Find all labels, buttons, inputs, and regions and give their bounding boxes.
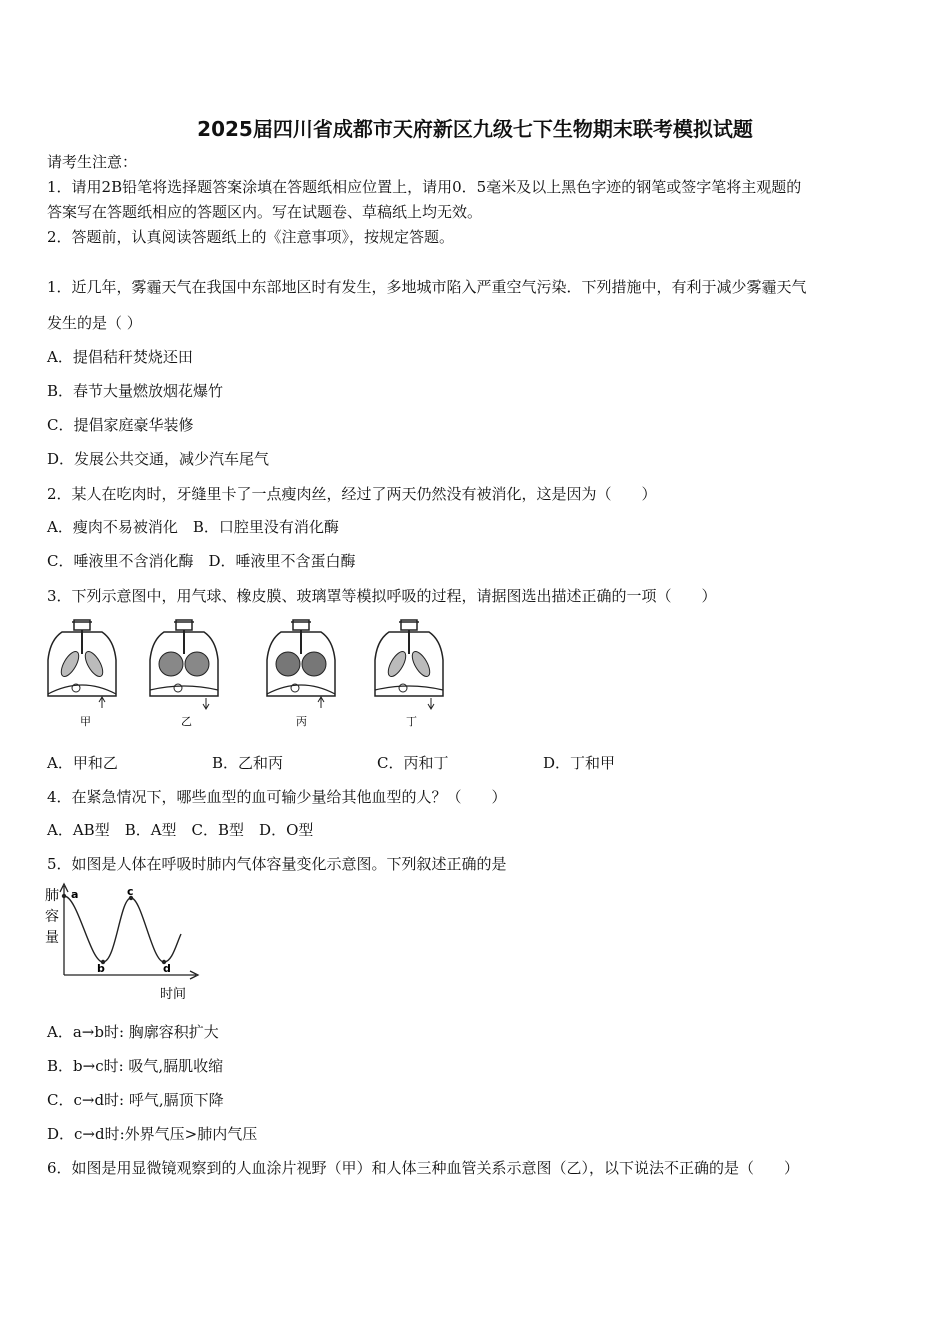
ylabel-3: 量: [45, 930, 59, 946]
jar-label-bing: 丙: [296, 715, 307, 728]
q4-stem: 4．在紧急情况下，哪些血型的血可输少量给其他血型的人？（ ）: [47, 788, 507, 806]
point-c: c: [127, 885, 134, 898]
point-d: d: [163, 962, 171, 975]
q3-option-d: D．丁和甲: [543, 754, 616, 772]
jar-label-yi: 乙: [181, 715, 192, 728]
point-b: b: [97, 962, 105, 975]
q5-option-c: C．c→d时: 呼气,膈顶下降: [47, 1091, 224, 1109]
notice-item-1a: 1．请用2B铅笔将选择题答案涂填在答题纸相应位置上，请用0．5毫米及以上黑色字迹的钢笔或签字笔将主观题的: [47, 178, 802, 196]
notice-heading: 请考生注意：: [47, 153, 138, 171]
q4-options: A．AB型 B．A型 C．B型 D．O型: [47, 821, 314, 839]
q1-option-a: A．提倡秸秆焚烧还田: [47, 348, 193, 366]
q1-option-b: B．春节大量燃放烟花爆竹: [47, 382, 224, 400]
q3-stem: 3．下列示意图中，用气球、橡皮膜、玻璃罩等模拟呼吸的过程，请据图选出描述正确的一项（ ）: [47, 587, 717, 605]
q2-stem: 2．某人在吃肉时，牙缝里卡了一点瘦肉丝，经过了两天仍然没有被消化，这是因为（ ）: [47, 485, 657, 503]
q3-option-a: A．甲和乙: [47, 754, 118, 772]
ylabel-2: 容: [45, 909, 59, 925]
notice-item-2: 2．答题前，认真阅读答题纸上的《注意事项》，按规定答题。: [47, 228, 455, 246]
q2-options-ab: A．瘦肉不易被消化 B．口腔里没有消化酶: [47, 518, 339, 536]
q6-stem: 6．如图是用显微镜观察到的人血涂片视野（甲）和人体三种血管关系示意图（乙），以下说法不正确的是（ ）: [47, 1159, 800, 1177]
notice-item-1b: 答案写在答题纸相应的答题区内。写在试题卷、草稿纸上均无效。: [47, 203, 483, 221]
q5-stem: 5．如图是人体在呼吸时肺内气体容量变化示意图。下列叙述正确的是: [47, 855, 507, 873]
q5-option-b: B．b→c时: 吸气,膈肌收缩: [47, 1057, 224, 1075]
q3-option-b: B．乙和丙: [212, 754, 284, 772]
q2-options-cd: C．唾液里不含消化酶 D．唾液里不含蛋白酶: [47, 552, 356, 570]
q5-option-a: A．a→b时: 胸廓容积扩大: [47, 1023, 219, 1041]
q1-option-c: C．提倡家庭豪华装修: [47, 416, 194, 434]
page-title: 2025届四川省成都市天府新区九级七下生物期末联考模拟试题: [197, 117, 753, 141]
q3-option-c: C．丙和丁: [377, 754, 449, 772]
jar-label-jia: 甲: [80, 715, 91, 728]
q1-option-d: D．发展公共交通，减少汽车尾气: [47, 450, 270, 468]
jar-label-ding: 丁: [406, 715, 417, 728]
ylabel-1: 肺: [45, 888, 59, 904]
point-a: a: [71, 888, 79, 901]
q1-stem-b: 发生的是（ ）: [47, 314, 142, 332]
q5-option-d: D．c→d时:外界气压>肺内气压: [47, 1125, 258, 1143]
xlabel: 时间: [160, 987, 187, 1002]
q1-stem-a: 1．近几年，雾霾天气在我国中东部地区时有发生，多地城市陷入严重空气污染．下列措施中，有利于减少雾霾天气: [47, 278, 807, 296]
